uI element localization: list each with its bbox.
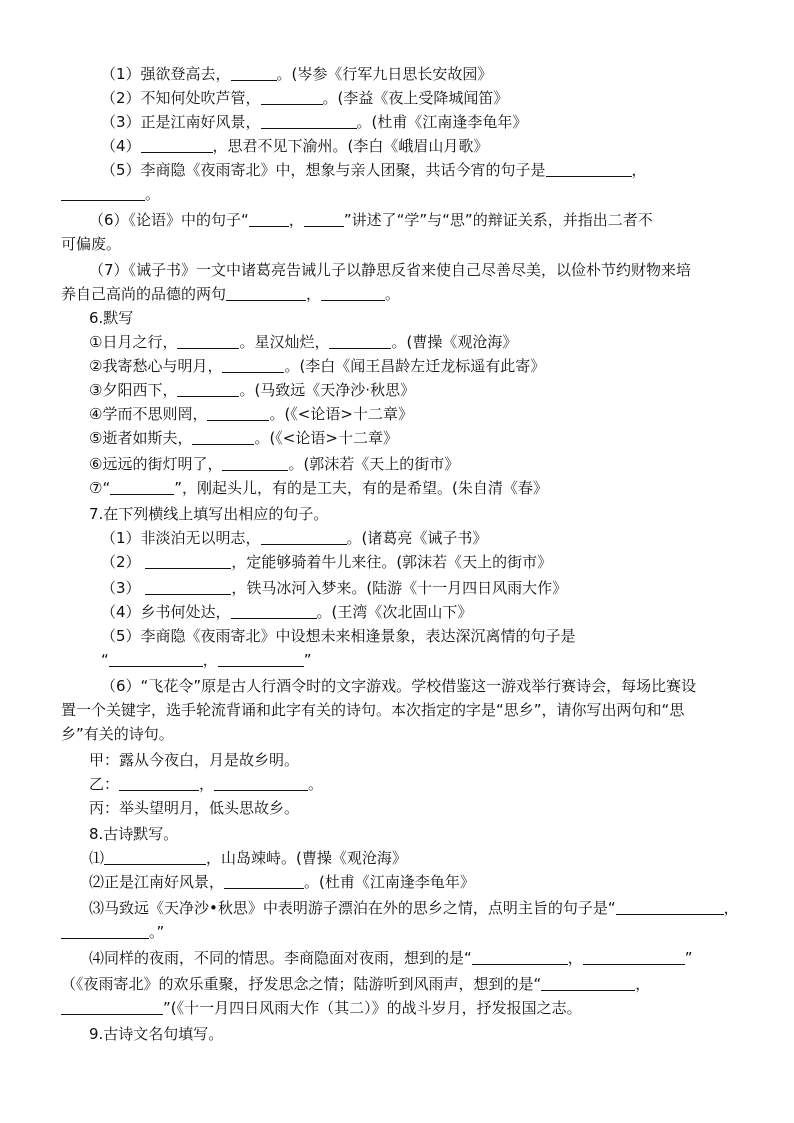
line-7-6-cont1 bbox=[61, 701, 684, 719]
line-text: 。 bbox=[385, 285, 401, 303]
line-6-7 bbox=[89, 479, 548, 497]
line-text: ”(《十一月四日风雨大作（其二）》的战斗岁月，抒发报国之志。 bbox=[163, 999, 582, 1017]
line-text: “ bbox=[101, 651, 109, 669]
line-6-5 bbox=[89, 429, 398, 447]
line-5-3 bbox=[101, 113, 527, 131]
line-6-2 bbox=[89, 357, 545, 375]
answer-blank[interactable] bbox=[231, 66, 277, 81]
line-text: ，山岛竦峙。(曹操《观沧海》 bbox=[206, 849, 407, 867]
line-text: 。(曹操《观沧海》 bbox=[391, 333, 518, 351]
answer-blank[interactable] bbox=[583, 950, 685, 965]
question-9-title bbox=[89, 1025, 223, 1043]
answer-blank[interactable] bbox=[222, 456, 288, 471]
answer-blank[interactable] bbox=[616, 900, 724, 915]
line-7-yi bbox=[89, 775, 323, 793]
line-text: ， bbox=[631, 161, 647, 179]
answer-blank[interactable] bbox=[145, 580, 231, 595]
line-text: （4）乡书何处达， bbox=[101, 603, 231, 621]
line-text: 。(郭沫若《天上的街市》 bbox=[288, 455, 460, 473]
answer-blank[interactable] bbox=[224, 874, 304, 889]
line-text: ⑵正是江南好风景， bbox=[89, 873, 225, 891]
line-text: ⑷同样的夜雨，不同的情思。李商隐面对夜雨，想到的是“ bbox=[89, 949, 472, 967]
answer-blank[interactable] bbox=[218, 652, 304, 667]
answer-blank[interactable] bbox=[321, 286, 385, 301]
line-8-4 bbox=[89, 949, 693, 967]
line-text: 8.古诗默写。 bbox=[89, 825, 179, 843]
line-text: 。(李益《夜上受降城闻笛》 bbox=[322, 89, 509, 107]
line-5-5 bbox=[101, 161, 647, 179]
line-8-4-cont1 bbox=[61, 975, 650, 993]
line-text: ， bbox=[567, 949, 583, 967]
line-text: ⑤逝者如斯夫， bbox=[89, 429, 193, 447]
question-8-title bbox=[89, 825, 178, 843]
line-text: 7.在下列横线上填写出相应的句子。 bbox=[89, 505, 329, 523]
answer-blank[interactable] bbox=[207, 406, 269, 421]
line-text: ”讲述了“学”与“思”的辩证关系，并指出二者不 bbox=[343, 211, 653, 229]
line-7-2 bbox=[101, 553, 552, 571]
answer-blank[interactable] bbox=[261, 114, 357, 129]
line-7-1 bbox=[101, 529, 487, 547]
answer-blank[interactable] bbox=[119, 776, 199, 791]
line-text: ， bbox=[723, 899, 739, 917]
line-6-4 bbox=[89, 405, 413, 423]
line-text: （6）“飞花令”原是古人行酒令时的文字游戏。学校借鉴这一游戏举行赛诗会，每场比赛设 bbox=[101, 677, 697, 695]
line-7-6-cont2 bbox=[61, 725, 174, 743]
line-text: ①日月之行， bbox=[89, 333, 178, 351]
answer-blank[interactable] bbox=[261, 530, 347, 545]
line-text: 。(王湾《次北固山下》 bbox=[316, 603, 473, 621]
line-text: 置一个关键字，选手轮流背诵和此字有关的诗句。本次指定的字是“思乡”，请你写出两句和“思 bbox=[61, 701, 685, 719]
answer-blank[interactable] bbox=[231, 604, 317, 619]
answer-blank[interactable] bbox=[177, 382, 239, 397]
line-text: 。 bbox=[145, 185, 161, 203]
line-text: ”，刚起头儿，有的是工夫，有的是希望。(朱自清《春》 bbox=[174, 479, 548, 497]
line-text: 甲：露从今夜白，月是故乡明。 bbox=[89, 751, 300, 769]
line-text: ， bbox=[288, 211, 304, 229]
line-text: 。(杜甫《江南逢李龟年》 bbox=[356, 113, 528, 131]
answer-blank[interactable] bbox=[541, 976, 635, 991]
line-text: （7）《诫子书》一文中诸葛亮告诫儿子以静思反省来使自己尽善尽美，以俭朴节约财物来培 bbox=[89, 261, 692, 279]
answer-blank[interactable] bbox=[145, 554, 231, 569]
line-text: 。(岑参《行军九日思长安故园》 bbox=[276, 65, 493, 83]
line-5-7-cont bbox=[61, 285, 400, 303]
answer-blank[interactable] bbox=[192, 430, 254, 445]
line-5-7 bbox=[89, 261, 691, 279]
answer-blank[interactable] bbox=[226, 286, 306, 301]
answer-blank[interactable] bbox=[61, 924, 149, 939]
line-text: （6）《论语》中的句子“ bbox=[89, 211, 249, 229]
line-text: （5）李商隐《夜雨寄北》中，想象与亲人团聚，共话今宵的句子是 bbox=[101, 161, 546, 179]
line-text: 。(《<论语>十二章》 bbox=[269, 405, 413, 423]
answer-blank[interactable] bbox=[110, 480, 174, 495]
line-text: ，定能够骑着牛儿来往。(郭沫若《天上的街市》 bbox=[231, 553, 553, 571]
line-text: 。” bbox=[149, 923, 165, 941]
line-5-1 bbox=[101, 65, 492, 83]
line-text: ” bbox=[303, 651, 312, 669]
line-text: （1）强欲登高去， bbox=[101, 65, 231, 83]
line-text: ” bbox=[684, 949, 693, 967]
answer-blank[interactable] bbox=[177, 334, 239, 349]
question-6-title bbox=[89, 309, 133, 327]
line-text: ③夕阳西下， bbox=[89, 381, 178, 399]
answer-blank[interactable] bbox=[329, 334, 391, 349]
line-5-6-cont bbox=[61, 235, 121, 253]
line-text: ⑥远远的街灯明了， bbox=[89, 455, 223, 473]
answer-blank[interactable] bbox=[61, 1000, 163, 1015]
line-text: （3）正是江南好风景， bbox=[101, 113, 261, 131]
line-8-3-cont bbox=[61, 923, 164, 941]
line-text: 乙： bbox=[89, 775, 120, 793]
line-text: 乡”有关的诗句。 bbox=[61, 725, 174, 743]
line-text: 6.默写 bbox=[89, 309, 134, 327]
answer-blank[interactable] bbox=[304, 212, 344, 227]
answer-blank[interactable] bbox=[261, 90, 323, 105]
line-text: ， bbox=[306, 285, 322, 303]
line-7-jia bbox=[89, 751, 299, 769]
line-6-1 bbox=[89, 333, 517, 351]
line-text: 。(李白《闻王昌龄左迁龙标遥有此寄》 bbox=[284, 357, 546, 375]
line-text: 。(诸葛亮《诫子书》 bbox=[346, 529, 488, 547]
line-text: 。(《<论语>十二章》 bbox=[254, 429, 398, 447]
line-text: 。星汉灿烂， bbox=[239, 333, 330, 351]
line-7-6 bbox=[101, 677, 696, 695]
line-8-1 bbox=[89, 849, 407, 867]
answer-blank[interactable] bbox=[109, 652, 203, 667]
line-text: ⑦“ bbox=[89, 479, 111, 497]
answer-blank[interactable] bbox=[61, 186, 145, 201]
answer-blank[interactable] bbox=[214, 776, 308, 791]
line-text: ， bbox=[635, 975, 651, 993]
line-7-3 bbox=[101, 579, 567, 597]
answer-blank[interactable] bbox=[472, 950, 568, 965]
line-text: （2）不知何处吹芦管， bbox=[101, 89, 261, 107]
line-6-6 bbox=[89, 455, 459, 473]
line-text: ， bbox=[199, 775, 215, 793]
answer-blank[interactable] bbox=[546, 162, 632, 177]
line-text: 。 bbox=[308, 775, 324, 793]
line-text: （1）非淡泊无以明志， bbox=[101, 529, 261, 547]
line-8-3 bbox=[89, 899, 739, 917]
answer-blank[interactable] bbox=[249, 212, 289, 227]
question-7-title bbox=[89, 505, 328, 523]
line-text: 养自己高尚的品德的两句 bbox=[61, 285, 227, 303]
line-7-4 bbox=[101, 603, 472, 621]
line-text: ④学而不思则罔， bbox=[89, 405, 208, 423]
line-text: （《夜雨寄北》的欢乐重聚，抒发思念之情；陆游听到风雨声，想到的是“ bbox=[61, 975, 542, 993]
line-text: （2） bbox=[101, 553, 146, 571]
answer-blank[interactable] bbox=[104, 850, 206, 865]
line-text: ，思君不见下渝州。(李白《峨眉山月歌》 bbox=[212, 137, 489, 155]
line-text: ⑶马致远《天净沙•秋思》中表明游子漂泊在外的思乡之情，点明主旨的句子是“ bbox=[89, 899, 616, 917]
answer-blank[interactable] bbox=[222, 358, 284, 373]
line-5-4 bbox=[101, 137, 488, 155]
line-text: 。(马致远《天净沙·秋思》 bbox=[239, 381, 416, 399]
line-8-4-cont2 bbox=[61, 999, 582, 1017]
line-8-2 bbox=[89, 873, 475, 891]
line-text: 9.古诗文名句填写。 bbox=[89, 1025, 224, 1043]
answer-blank[interactable] bbox=[141, 138, 213, 153]
line-text: ⑴ bbox=[89, 849, 105, 867]
line-7-5 bbox=[101, 627, 576, 645]
line-text: （3） bbox=[101, 579, 146, 597]
line-6-3 bbox=[89, 381, 415, 399]
line-text: 丙：举头望明月，低头思故乡。 bbox=[89, 799, 300, 817]
line-text: 。(杜甫《江南逢李龟年》 bbox=[304, 873, 475, 891]
line-7-bing bbox=[89, 799, 299, 817]
line-text: ， bbox=[202, 651, 218, 669]
line-text: （5）李商隐《夜雨寄北》中设想未来相逢景象，表达深沉离情的句子是 bbox=[101, 627, 576, 645]
line-text: 可偏废。 bbox=[61, 235, 122, 253]
line-text: （4） bbox=[101, 137, 141, 155]
line-5-6 bbox=[89, 211, 653, 229]
line-7-5-cont bbox=[101, 651, 312, 669]
line-5-2 bbox=[101, 89, 508, 107]
line-text: ②我寄愁心与明月， bbox=[89, 357, 223, 375]
line-text: ，铁马冰河入梦来。(陆游《十一月四日风雨大作》 bbox=[231, 579, 568, 597]
line-5-5-cont bbox=[61, 185, 160, 203]
